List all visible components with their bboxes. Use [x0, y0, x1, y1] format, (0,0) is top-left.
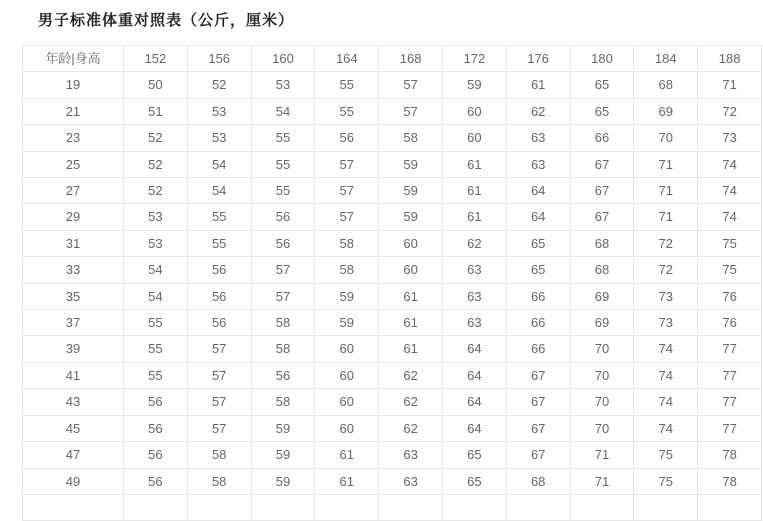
- weight-cell: 58: [187, 442, 251, 468]
- weight-cell: 57: [315, 178, 379, 204]
- age-cell: 49: [23, 468, 124, 494]
- corner-header-age-height: 年龄|身高: [23, 46, 124, 72]
- weight-cell: 58: [187, 468, 251, 494]
- weight-cell: 77: [698, 415, 762, 441]
- weight-cell: 56: [187, 257, 251, 283]
- height-column-header: 160: [251, 46, 315, 72]
- weight-cell: 59: [379, 178, 443, 204]
- table-row: [23, 204, 762, 230]
- weight-cell: 63: [506, 151, 570, 177]
- weight-cell: 69: [570, 283, 634, 309]
- weight-cell: 55: [124, 310, 188, 336]
- weight-cell: 75: [634, 468, 698, 494]
- weight-cell: 57: [187, 336, 251, 362]
- table-row-partial: [23, 494, 762, 520]
- table-row: [23, 283, 762, 309]
- weight-cell: 67: [506, 415, 570, 441]
- weight-cell: 52: [187, 72, 251, 98]
- weight-cell: 67: [506, 442, 570, 468]
- weight-cell: 59: [251, 415, 315, 441]
- age-cell: 21: [23, 98, 124, 124]
- weight-cell: 61: [442, 151, 506, 177]
- weight-cell: 54: [124, 257, 188, 283]
- weight-cell: 66: [506, 310, 570, 336]
- weight-cell: 58: [251, 310, 315, 336]
- weight-cell: 61: [506, 72, 570, 98]
- weight-cell: 73: [634, 310, 698, 336]
- weight-cell: 55: [251, 151, 315, 177]
- weight-cell: 67: [506, 362, 570, 388]
- table-row: [23, 230, 762, 256]
- weight-cell: 68: [506, 468, 570, 494]
- weight-cell: 55: [251, 178, 315, 204]
- weight-cell: 74: [634, 389, 698, 415]
- weight-cell: 58: [251, 336, 315, 362]
- weight-cell: 70: [570, 415, 634, 441]
- weight-cell: 64: [442, 336, 506, 362]
- weight-cell: 56: [187, 310, 251, 336]
- weight-cell: 52: [124, 125, 188, 151]
- empty-cell: [124, 494, 188, 520]
- age-cell: 37: [23, 310, 124, 336]
- weight-cell: 59: [251, 468, 315, 494]
- weight-cell: 58: [315, 230, 379, 256]
- table-row: [23, 98, 762, 124]
- weight-cell: 57: [315, 204, 379, 230]
- weight-cell: 61: [379, 310, 443, 336]
- weight-cell: 56: [187, 283, 251, 309]
- weight-cell: 60: [315, 336, 379, 362]
- weight-cell: 75: [634, 442, 698, 468]
- weight-cell: 72: [698, 98, 762, 124]
- age-cell: 45: [23, 415, 124, 441]
- weight-cell: 64: [442, 362, 506, 388]
- weight-cell: 57: [187, 415, 251, 441]
- table-row: [23, 257, 762, 283]
- weight-cell: 54: [124, 283, 188, 309]
- weight-cell: 58: [379, 125, 443, 151]
- weight-cell: 62: [379, 415, 443, 441]
- table-row: [23, 125, 762, 151]
- weight-cell: 65: [506, 257, 570, 283]
- page: [0, 9, 763, 521]
- weight-cell: 74: [698, 151, 762, 177]
- weight-cell: 62: [379, 389, 443, 415]
- age-cell: 27: [23, 178, 124, 204]
- weight-cell: 66: [570, 125, 634, 151]
- age-cell: 23: [23, 125, 124, 151]
- empty-cell: [315, 494, 379, 520]
- weight-cell: 59: [442, 72, 506, 98]
- weight-cell: 71: [634, 151, 698, 177]
- weight-cell: 60: [315, 362, 379, 388]
- weight-cell: 72: [634, 257, 698, 283]
- weight-cell: 63: [379, 468, 443, 494]
- weight-cell: 63: [442, 283, 506, 309]
- weight-comparison-table: [22, 45, 762, 521]
- weight-cell: 55: [315, 72, 379, 98]
- weight-cell: 66: [506, 283, 570, 309]
- weight-cell: 59: [315, 310, 379, 336]
- weight-cell: 53: [187, 125, 251, 151]
- table-row: [23, 151, 762, 177]
- weight-cell: 53: [124, 204, 188, 230]
- weight-cell: 73: [698, 125, 762, 151]
- weight-cell: 68: [634, 72, 698, 98]
- weight-cell: 58: [315, 257, 379, 283]
- height-column-header: 176: [506, 46, 570, 72]
- weight-cell: 61: [315, 468, 379, 494]
- weight-cell: 71: [634, 178, 698, 204]
- age-cell: 47: [23, 442, 124, 468]
- weight-cell: 60: [379, 257, 443, 283]
- weight-cell: 69: [570, 310, 634, 336]
- empty-cell: [506, 494, 570, 520]
- empty-cell: [379, 494, 443, 520]
- weight-cell: 56: [124, 468, 188, 494]
- height-column-header: 172: [442, 46, 506, 72]
- weight-cell: 61: [315, 442, 379, 468]
- weight-cell: 78: [698, 442, 762, 468]
- weight-cell: 60: [379, 230, 443, 256]
- weight-cell: 75: [698, 230, 762, 256]
- weight-cell: 77: [698, 336, 762, 362]
- weight-cell: 67: [570, 204, 634, 230]
- weight-cell: 59: [315, 283, 379, 309]
- table-header: [23, 46, 762, 72]
- height-column-header: 184: [634, 46, 698, 72]
- weight-cell: 56: [124, 389, 188, 415]
- weight-cell: 61: [442, 178, 506, 204]
- weight-cell: 70: [634, 125, 698, 151]
- weight-cell: 57: [379, 98, 443, 124]
- empty-cell: [442, 494, 506, 520]
- weight-cell: 71: [570, 468, 634, 494]
- weight-cell: 62: [379, 362, 443, 388]
- table-row: [23, 310, 762, 336]
- weight-cell: 57: [315, 151, 379, 177]
- weight-cell: 60: [315, 415, 379, 441]
- height-column-header: 180: [570, 46, 634, 72]
- weight-cell: 55: [187, 230, 251, 256]
- weight-cell: 57: [251, 257, 315, 283]
- weight-cell: 61: [379, 336, 443, 362]
- weight-cell: 54: [251, 98, 315, 124]
- empty-cell: [698, 494, 762, 520]
- age-cell: 31: [23, 230, 124, 256]
- weight-cell: 60: [442, 98, 506, 124]
- weight-cell: 50: [124, 72, 188, 98]
- weight-cell: 69: [634, 98, 698, 124]
- weight-cell: 67: [506, 389, 570, 415]
- weight-cell: 77: [698, 389, 762, 415]
- table-row: [23, 389, 762, 415]
- weight-cell: 63: [379, 442, 443, 468]
- age-cell: 25: [23, 151, 124, 177]
- weight-cell: 63: [442, 257, 506, 283]
- weight-cell: 56: [315, 125, 379, 151]
- empty-cell: [251, 494, 315, 520]
- weight-cell: 71: [570, 442, 634, 468]
- weight-cell: 59: [379, 204, 443, 230]
- weight-cell: 60: [315, 389, 379, 415]
- weight-cell: 52: [124, 178, 188, 204]
- weight-cell: 62: [442, 230, 506, 256]
- weight-cell: 57: [187, 389, 251, 415]
- height-column-header: 188: [698, 46, 762, 72]
- weight-cell: 68: [570, 230, 634, 256]
- weight-cell: 75: [698, 257, 762, 283]
- weight-cell: 68: [570, 257, 634, 283]
- weight-cell: 74: [698, 204, 762, 230]
- weight-cell: 74: [634, 362, 698, 388]
- header-row: [23, 46, 762, 72]
- empty-cell: [634, 494, 698, 520]
- weight-cell: 53: [187, 98, 251, 124]
- weight-cell: 70: [570, 336, 634, 362]
- weight-cell: 70: [570, 362, 634, 388]
- weight-cell: 53: [251, 72, 315, 98]
- weight-cell: 63: [442, 310, 506, 336]
- weight-cell: 64: [442, 415, 506, 441]
- weight-cell: 64: [506, 178, 570, 204]
- empty-cell: [570, 494, 634, 520]
- age-cell: 43: [23, 389, 124, 415]
- age-cell: 35: [23, 283, 124, 309]
- height-column-header: 152: [124, 46, 188, 72]
- age-cell: 19: [23, 72, 124, 98]
- weight-cell: 54: [187, 151, 251, 177]
- weight-cell: 56: [251, 204, 315, 230]
- weight-cell: 57: [379, 72, 443, 98]
- weight-cell: 60: [442, 125, 506, 151]
- weight-cell: 57: [187, 362, 251, 388]
- weight-cell: 51: [124, 98, 188, 124]
- weight-cell: 65: [506, 230, 570, 256]
- table-row: [23, 336, 762, 362]
- table-row: [23, 362, 762, 388]
- weight-cell: 73: [634, 283, 698, 309]
- weight-cell: 56: [124, 415, 188, 441]
- table-row: [23, 442, 762, 468]
- weight-cell: 76: [698, 310, 762, 336]
- height-column-header: 156: [187, 46, 251, 72]
- weight-cell: 67: [570, 151, 634, 177]
- weight-cell: 74: [698, 178, 762, 204]
- weight-cell: 71: [698, 72, 762, 98]
- weight-cell: 55: [315, 98, 379, 124]
- weight-cell: 55: [124, 336, 188, 362]
- weight-cell: 71: [634, 204, 698, 230]
- table-row: [23, 468, 762, 494]
- weight-cell: 61: [379, 283, 443, 309]
- page-title: 男子标准体重对照表（公斤，厘米）: [38, 12, 295, 29]
- weight-cell: 76: [698, 283, 762, 309]
- weight-cell: 59: [251, 442, 315, 468]
- weight-cell: 57: [251, 283, 315, 309]
- age-cell: 29: [23, 204, 124, 230]
- weight-cell: 67: [570, 178, 634, 204]
- weight-cell: 61: [442, 204, 506, 230]
- table-body: [23, 72, 762, 521]
- age-cell: 39: [23, 336, 124, 362]
- weight-cell: 55: [251, 125, 315, 151]
- weight-cell: 65: [442, 442, 506, 468]
- weight-cell: 63: [506, 125, 570, 151]
- height-column-header: 168: [379, 46, 443, 72]
- height-column-header: 164: [315, 46, 379, 72]
- weight-cell: 64: [506, 204, 570, 230]
- weight-cell: 56: [251, 230, 315, 256]
- age-cell: 41: [23, 362, 124, 388]
- weight-cell: 65: [570, 98, 634, 124]
- empty-cell: [23, 494, 124, 520]
- table-row: [23, 72, 762, 98]
- weight-cell: 55: [124, 362, 188, 388]
- weight-cell: 65: [570, 72, 634, 98]
- table-row: [23, 178, 762, 204]
- weight-cell: 74: [634, 415, 698, 441]
- weight-cell: 52: [124, 151, 188, 177]
- weight-cell: 62: [506, 98, 570, 124]
- weight-cell: 64: [442, 389, 506, 415]
- weight-cell: 74: [634, 336, 698, 362]
- age-cell: 33: [23, 257, 124, 283]
- weight-cell: 78: [698, 468, 762, 494]
- weight-cell: 55: [187, 204, 251, 230]
- empty-cell: [187, 494, 251, 520]
- weight-cell: 65: [442, 468, 506, 494]
- weight-cell: 72: [634, 230, 698, 256]
- weight-cell: 54: [187, 178, 251, 204]
- weight-cell: 77: [698, 362, 762, 388]
- weight-cell: 56: [251, 362, 315, 388]
- weight-cell: 59: [379, 151, 443, 177]
- weight-cell: 70: [570, 389, 634, 415]
- weight-cell: 58: [251, 389, 315, 415]
- weight-cell: 53: [124, 230, 188, 256]
- weight-cell: 56: [124, 442, 188, 468]
- weight-cell: 66: [506, 336, 570, 362]
- table-row: [23, 415, 762, 441]
